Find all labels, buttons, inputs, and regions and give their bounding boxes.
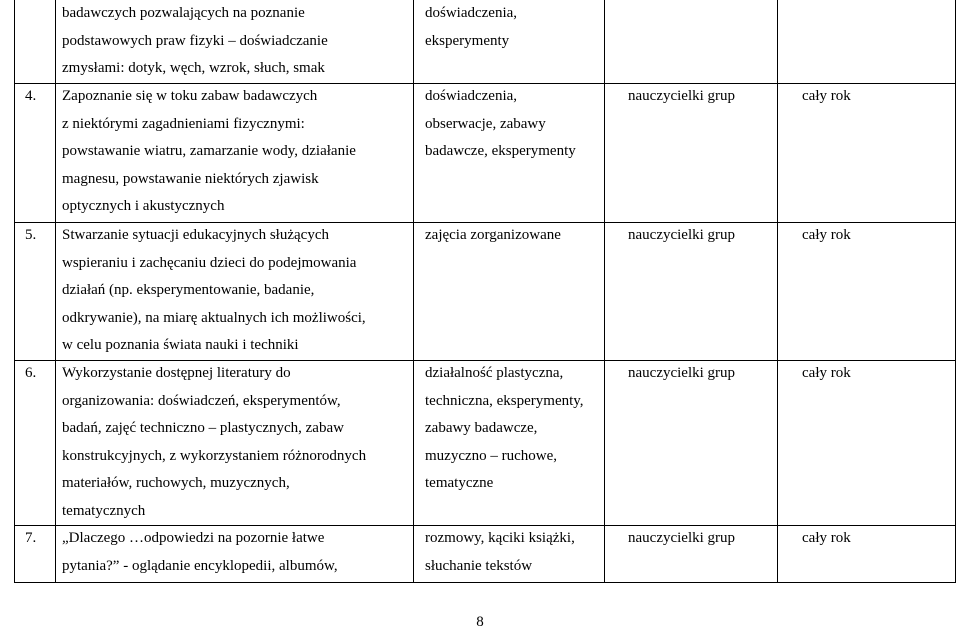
content-line: zmysłami: dotyk, węch, wzrok, słuch, smak — [62, 60, 325, 77]
row-number: 6. — [25, 365, 37, 381]
forms-line: działalność plastyczna, — [425, 365, 564, 381]
content-line: badań, zajęć techniczno – plastycznych, zabaw — [62, 420, 344, 437]
forms-line: eksperymenty — [425, 32, 510, 49]
forms-line: zajęcia zorganizowane — [425, 227, 561, 243]
responsible-cell: nauczycielki grup — [628, 365, 736, 381]
deadline-cell: cały rok — [802, 530, 851, 546]
forms-line: doświadczenia, — [425, 5, 518, 21]
table-divider-forms — [604, 0, 605, 583]
forms-cell — [425, 83, 576, 166]
row-number: 4. — [25, 88, 37, 104]
content-line: odkrywanie), na miarę aktualnych ich możliwości, — [62, 309, 366, 326]
table-border-bottom — [14, 582, 956, 583]
content-line: w celu poznania świata nauki i techniki — [62, 337, 299, 354]
content-cell — [62, 83, 356, 221]
content-line: „Dlaczego …odpowiedzi na pozornie łatwe — [62, 530, 325, 546]
forms-cell — [425, 222, 561, 250]
forms-cell — [425, 0, 517, 55]
content-line: działań (np. eksperymentowanie, badanie, — [62, 282, 315, 299]
forms-line: techniczna, eksperymenty, — [425, 392, 584, 409]
content-line: Wykorzystanie dostępnej literatury do — [62, 365, 291, 381]
content-line: konstrukcyjnych, z wykorzystaniem różnorodnych — [62, 447, 367, 464]
content-line: pytania?” - oglądanie encyklopedii, albumów, — [62, 557, 338, 574]
content-line: podstawowych praw fizyki – doświadczanie — [62, 32, 328, 49]
content-line: wspieraniu i zachęcaniu dzieci do podejmowania — [62, 254, 357, 271]
content-line: Zapoznanie się w toku zabaw badawczych — [62, 88, 318, 104]
table-divider-responsible — [777, 0, 778, 583]
forms-line: zabawy badawcze, — [425, 420, 538, 437]
row-number: 7. — [25, 530, 37, 546]
content-line: organizowania: doświadczeń, eksperymentów, — [62, 392, 341, 409]
table-divider-number — [55, 0, 56, 583]
forms-cell — [425, 525, 575, 580]
content-line: Stwarzanie sytuacji edukacyjnych służących — [62, 227, 329, 243]
forms-line: rozmowy, kąciki książki, — [425, 530, 575, 546]
content-line: badawczych pozwalających na poznanie — [62, 5, 305, 21]
forms-line: tematyczne — [425, 475, 494, 492]
responsible-cell: nauczycielki grup — [628, 530, 736, 546]
content-cell — [62, 0, 328, 83]
deadline-cell: cały rok — [802, 227, 851, 243]
content-line: z niektórymi zagadnieniami fizycznymi: — [62, 115, 305, 132]
content-cell — [62, 222, 366, 360]
content-cell — [62, 360, 366, 526]
content-line: materiałów, ruchowych, muzycznych, — [62, 475, 290, 492]
deadline-cell: cały rok — [802, 365, 851, 381]
deadline-cell: cały rok — [802, 88, 851, 104]
table-border-right — [955, 0, 956, 583]
content-line: powstawanie wiatru, zamarzanie wody, działanie — [62, 143, 356, 160]
forms-line: obserwacje, zabawy — [425, 115, 546, 132]
forms-cell — [425, 360, 584, 498]
forms-line: doświadczenia, — [425, 88, 518, 104]
table-divider-content — [413, 0, 414, 583]
forms-line: słuchanie tekstów — [425, 557, 533, 574]
forms-line: muzyczno – ruchowe, — [425, 447, 558, 464]
content-line: magnesu, powstawanie niektórych zjawisk — [62, 170, 319, 187]
table-border-left — [14, 0, 15, 583]
forms-line: badawcze, eksperymenty — [425, 143, 576, 160]
page-number: 8 — [476, 614, 484, 630]
row-number: 5. — [25, 227, 37, 243]
responsible-cell: nauczycielki grup — [628, 227, 736, 243]
responsible-cell: nauczycielki grup — [628, 88, 736, 104]
content-cell — [62, 525, 338, 580]
content-line: tematycznych — [62, 502, 146, 519]
content-line: optycznych i akustycznych — [62, 198, 225, 215]
